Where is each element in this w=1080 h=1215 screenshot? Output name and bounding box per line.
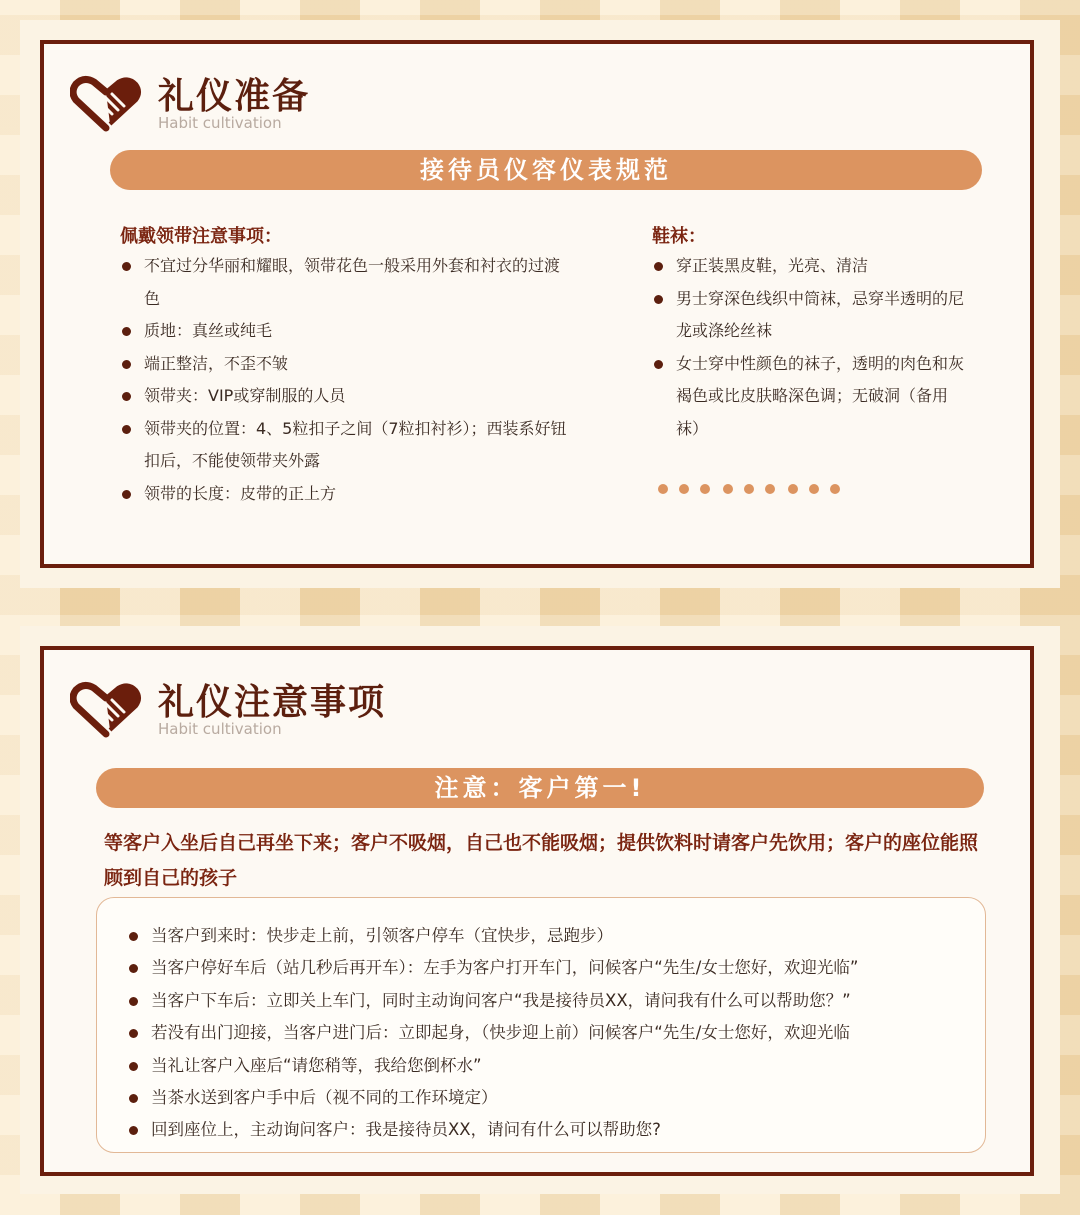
bullet-dot-icon [122, 262, 131, 271]
list-item-text: 端正整洁，不歪不皱 [144, 353, 289, 373]
list-item-text: 领带夹的位置：4、5粒扣子之间（7粒扣衬衫）；西装系好钮扣后，不能使领带夹外露 [144, 418, 567, 470]
bullet-dot-icon [654, 262, 663, 271]
list-item-text: 女士穿中性颜色的袜子，透明的肉色和灰褐色或比皮肤略深色调；无破洞（备用袜） [676, 353, 965, 438]
page-title: 礼仪注意事项 [158, 682, 387, 723]
handshake-heart-icon [70, 72, 142, 132]
bullet-dot-icon [129, 932, 138, 941]
panel-etiquette-notes [40, 646, 1034, 1176]
list-item-text: 当客户下车后：立即关上车门，同时主动询问客户“我是接待员XX，请问我有什么可以帮助您？” [151, 990, 851, 1010]
list-item [120, 348, 570, 381]
list-item [127, 952, 858, 984]
notice-text: 等客户入坐后自己再坐下来；客户不吸烟，自己也不能吸烟；提供饮料时请客户先饮用；客户的座位能照顾到自己的孩子 [104, 832, 979, 889]
list-item [127, 1050, 858, 1082]
reception-steps-box [96, 897, 986, 1153]
list-item [652, 283, 968, 348]
list-item [120, 478, 570, 511]
bullet-dot-icon [122, 425, 131, 434]
list-item-text: 领带夹：VIP或穿制服的人员 [144, 386, 346, 405]
list-item-text: 当茶水送到客户手中后（视不同的工作环境定） [151, 1088, 498, 1108]
list-item-text: 当客户到来时：快步走上前，引领客户停车（宜快步，忌跑步） [151, 926, 613, 945]
page-title: 礼仪准备 [158, 76, 311, 117]
bullet-dot-icon [129, 1062, 138, 1071]
panel-etiquette-preparation [40, 40, 1034, 568]
list-item-text: 穿正装黑皮鞋，光亮、清洁 [676, 256, 869, 275]
list-item-text: 若没有出门迎接，当客户进门后：立即起身，（快步迎上前）问候客户“先生/女士您好，欢迎光临 [151, 1023, 850, 1043]
bullet-dot-icon [122, 327, 131, 336]
tie-notes-heading: 佩戴领带注意事项： [120, 226, 282, 247]
bullet-dot-icon [129, 1029, 138, 1038]
dots-decoration [658, 484, 840, 494]
bullet-dot-icon [129, 1094, 138, 1103]
list-item [652, 348, 968, 446]
list-item-text: 当礼让客户入座后“请您稍等，我给您倒杯水” [151, 1055, 482, 1075]
tie-notes-list [120, 250, 570, 510]
bullet-dot-icon [122, 360, 131, 369]
list-item [120, 315, 570, 348]
list-item [127, 1114, 858, 1146]
section-banner: 接待员仪容仪表规范 [110, 150, 982, 190]
list-item-text: 质地：真丝或纯毛 [144, 321, 273, 340]
bullet-dot-icon [122, 392, 131, 401]
reception-steps-list [127, 920, 858, 1147]
shoes-socks-list [652, 250, 968, 445]
list-item-text: 男士穿深色线织中筒袜，忌穿半透明的尼龙或涤纶丝袜 [676, 288, 965, 340]
bullet-dot-icon [654, 360, 663, 369]
list-item [127, 1082, 858, 1114]
list-item [127, 920, 858, 952]
list-item-text: 当客户停好车后（站几秒后再开车）：左手为客户打开车门，问候客户“先生/女士您好，欢迎光临” [151, 958, 859, 978]
list-item [652, 250, 968, 283]
list-item-text: 领带的长度：皮带的正上方 [144, 483, 337, 503]
bullet-dot-icon [122, 490, 131, 499]
page-subtitle: Habit cultivation [158, 720, 282, 738]
list-item [127, 985, 858, 1017]
list-item-text: 不宜过分华丽和耀眼，领带花色一般采用外套和衬衣的过渡色 [144, 256, 561, 308]
list-item [120, 380, 570, 413]
bullet-dot-icon [129, 1126, 138, 1135]
page-subtitle: Habit cultivation [158, 114, 282, 132]
section-banner: 注意：客户第一! [96, 768, 984, 808]
list-item [127, 1017, 858, 1049]
list-item-text: 回到座位上，主动询问客户：我是接待员XX，请问有什么可以帮助您? [151, 1120, 661, 1140]
list-item [120, 250, 570, 315]
list-item [120, 413, 570, 478]
bullet-dot-icon [654, 295, 663, 304]
bullet-dot-icon [129, 964, 138, 973]
handshake-heart-icon [70, 678, 142, 738]
shoes-socks-heading: 鞋袜： [652, 226, 706, 247]
bullet-dot-icon [129, 997, 138, 1006]
